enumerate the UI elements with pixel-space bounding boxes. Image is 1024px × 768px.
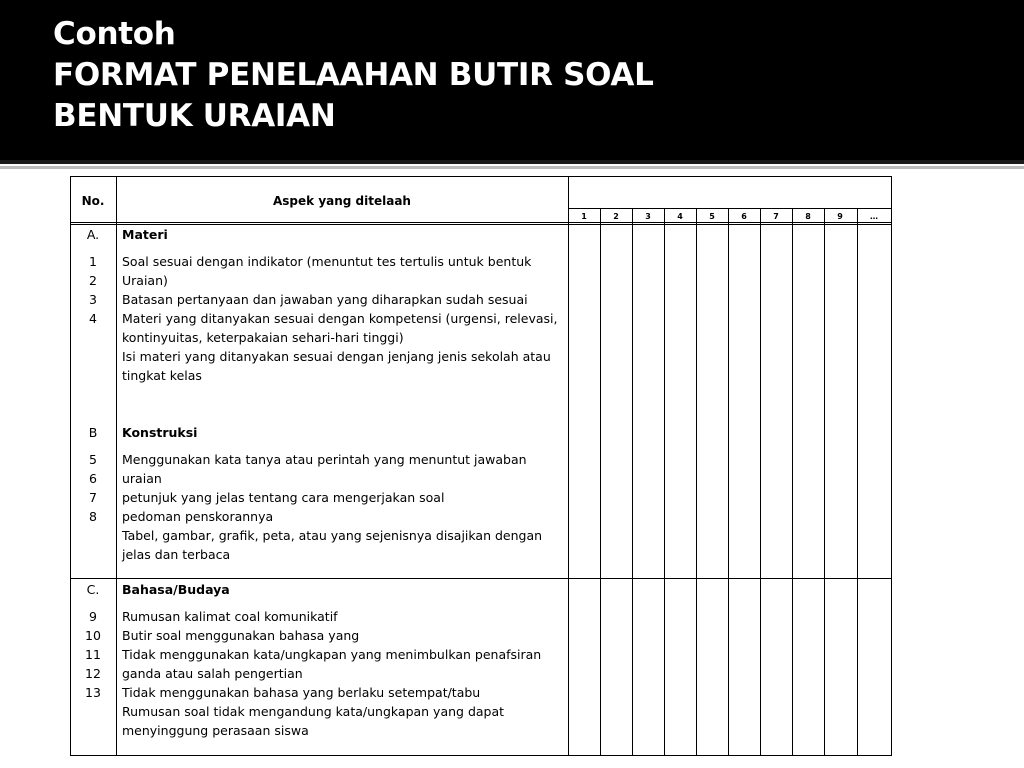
aspect-text-line: Tabel, gambar, grafik, peta, atau yang sejenisnya disajikan dengan xyxy=(122,528,543,543)
item-number: 8 xyxy=(89,509,97,524)
score-col-line xyxy=(696,208,697,756)
item-number: 7 xyxy=(89,490,97,505)
aspect-text-line: menyinggung perasaan siswa xyxy=(122,723,309,738)
aspect-text-line: tingkat kelas xyxy=(122,368,202,383)
aspect-text-line: Tidak menggunakan bahasa yang berlaku setempat/tabu xyxy=(122,685,481,700)
aspect-text-line: pedoman penskorannya xyxy=(122,509,274,524)
divider-light xyxy=(0,166,1024,169)
aspect-text-line: Rumusan kalimat coal komunikatif xyxy=(122,609,338,624)
item-number: 9 xyxy=(89,609,97,624)
score-col-line xyxy=(824,208,825,756)
title-line-3: BENTUK URAIAN xyxy=(53,98,336,134)
item-number: 13 xyxy=(85,685,101,700)
item-number: 11 xyxy=(85,647,101,662)
score-col-line xyxy=(632,208,633,756)
score-column-header: 7 xyxy=(773,212,779,221)
aspect-text-line: Uraian) xyxy=(122,273,168,288)
header-mid-line xyxy=(568,208,891,209)
aspect-text-line: Tidak menggunakan kata/ungkapan yang menimbulkan penafsiran xyxy=(122,647,542,662)
score-column-header: 1 xyxy=(581,212,587,221)
item-number: 10 xyxy=(85,628,101,643)
table-border-right xyxy=(891,176,892,756)
aspect-text-line: Soal sesuai dengan indikator (menuntut tes tertulis untuk bentuk xyxy=(122,254,532,269)
divider-dark xyxy=(0,160,1024,164)
aspect-text-line: jelas dan terbaca xyxy=(122,547,231,562)
header-bottom-line-double xyxy=(70,224,892,225)
aspect-text-line: Butir soal menggunakan bahasa yang xyxy=(122,628,360,643)
section-label: C. xyxy=(86,582,100,597)
item-number: 1 xyxy=(89,254,97,269)
score-column-header: 9 xyxy=(837,212,843,221)
section-title: Konstruksi xyxy=(122,425,198,440)
item-number: 12 xyxy=(85,666,101,681)
slide-title xyxy=(53,14,654,137)
table-border-top xyxy=(70,176,892,177)
score-col-line xyxy=(600,208,601,756)
score-column-header: 4 xyxy=(677,212,683,221)
score-col-line xyxy=(728,208,729,756)
section-label: B xyxy=(88,425,98,440)
aspect-text-line: Rumusan soal tidak mengandung kata/ungkapan yang dapat xyxy=(122,704,505,719)
table-border-bottom xyxy=(70,755,892,756)
aspect-text-line: ganda atau salah pengertian xyxy=(122,666,303,681)
score-col-line xyxy=(792,208,793,756)
aspect-text-line: Isi materi yang ditanyakan sesuai dengan jenjang jenis sekolah atau xyxy=(122,349,551,364)
item-number: 2 xyxy=(89,273,97,288)
score-col-line xyxy=(664,208,665,756)
item-number: 3 xyxy=(89,292,97,307)
score-column-header: 6 xyxy=(741,212,747,221)
score-column-header: 2 xyxy=(613,212,619,221)
aspect-text-line: Batasan pertanyaan dan jawaban yang diharapkan sudah sesuai xyxy=(122,292,528,307)
score-col-line xyxy=(760,208,761,756)
aspect-column-separator xyxy=(568,176,569,756)
header-aspect: Aspek yang ditelaah xyxy=(273,194,411,208)
aspect-text-line: petunjuk yang jelas tentang cara mengerjakan soal xyxy=(122,490,445,505)
item-number: 4 xyxy=(89,311,97,326)
score-column-header: 5 xyxy=(709,212,715,221)
item-number: 5 xyxy=(89,452,97,467)
section-title: Materi xyxy=(122,227,168,242)
score-column-header: … xyxy=(870,212,878,221)
aspect-text-line: uraian xyxy=(122,471,162,486)
section-separator xyxy=(70,578,892,579)
section-title: Bahasa/Budaya xyxy=(122,582,230,597)
section-label: A. xyxy=(86,227,100,242)
aspect-text-line: kontinyuitas, keterpakaian sehari-hari tinggi) xyxy=(122,330,404,345)
score-col-line xyxy=(857,208,858,756)
title-line-2: FORMAT PENELAAHAN BUTIR SOAL xyxy=(53,57,654,93)
title-band xyxy=(0,0,1024,160)
header-no: No. xyxy=(81,194,105,208)
no-column-separator xyxy=(116,176,117,756)
aspect-text-line: Menggunakan kata tanya atau perintah yang menuntut jawaban xyxy=(122,452,527,467)
score-column-header: 3 xyxy=(645,212,651,221)
aspect-text-line: Materi yang ditanyakan sesuai dengan kompetensi (urgensi, relevasi, xyxy=(122,311,558,326)
score-column-header: 8 xyxy=(805,212,811,221)
item-number: 6 xyxy=(89,471,97,486)
title-line-1: Contoh xyxy=(53,16,176,52)
